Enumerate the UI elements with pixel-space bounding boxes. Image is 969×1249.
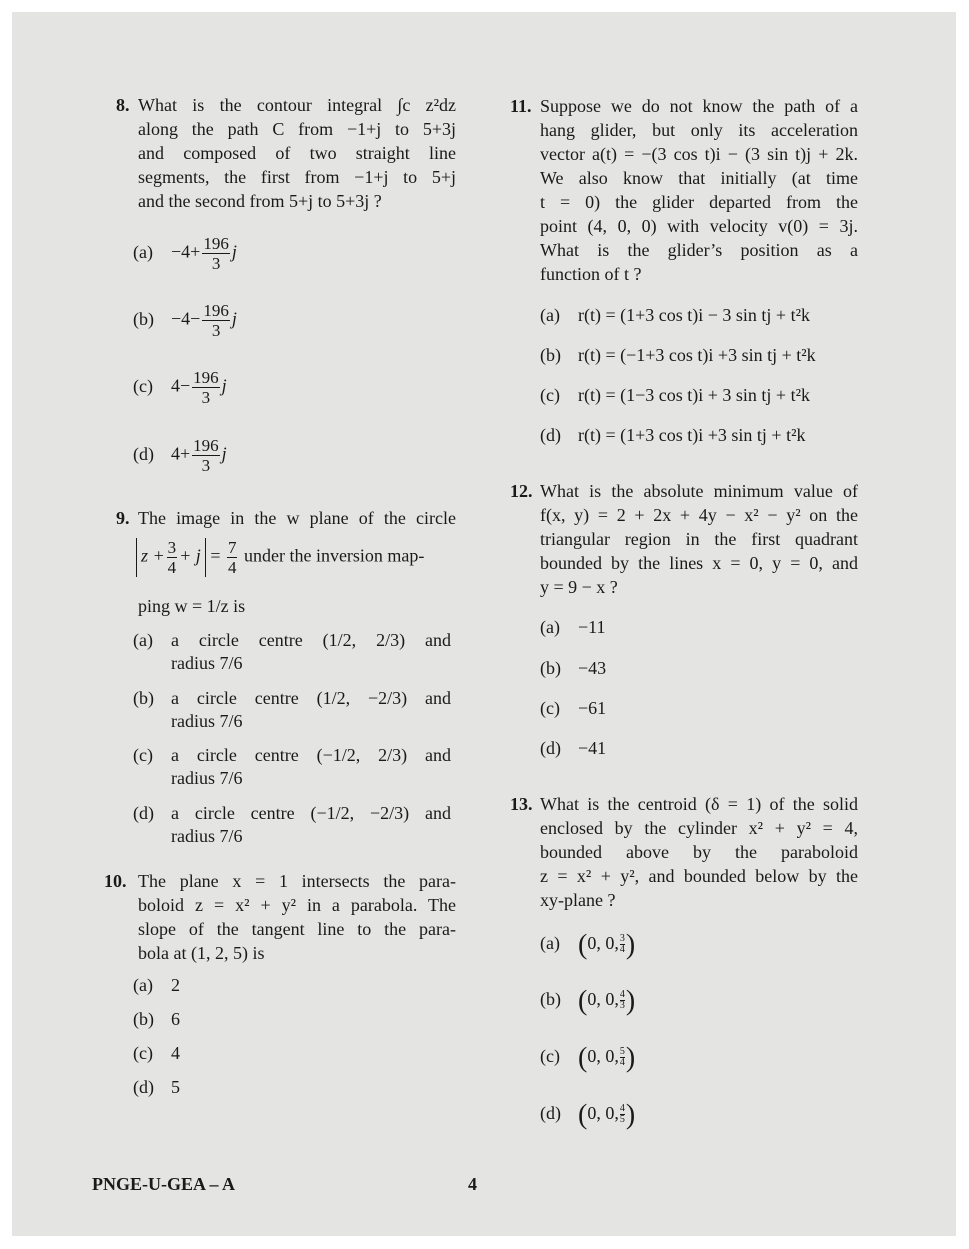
question-text: boloid z = x² + y² in a parabola. The xyxy=(138,895,456,915)
denominator: 4 xyxy=(227,558,237,577)
option-label: (c) xyxy=(133,375,153,396)
question-12 xyxy=(510,479,858,599)
option-label: (a) xyxy=(133,241,153,262)
question-text: enclosed by the cylinder x² + y² = 4, xyxy=(540,818,858,838)
option-11a xyxy=(540,304,810,327)
option-text: r(t) = (1+3 cos t)i +3 sin tj + t²k xyxy=(578,425,806,445)
option-text: 6 xyxy=(171,1009,180,1029)
question-number: 8. xyxy=(116,95,130,115)
option-text: 0, 0, xyxy=(587,933,619,953)
option-label: (a) xyxy=(133,975,153,995)
question-text: The image in the w plane of the circle xyxy=(138,508,456,528)
question-text: y = 9 − x ? xyxy=(540,577,618,597)
question-text: We also know that initially (at time xyxy=(540,168,858,188)
question-text: under the inversion map- xyxy=(243,545,425,566)
numerator: 3 xyxy=(619,933,625,945)
option-label: (b) xyxy=(133,688,154,708)
option-13c: (c) (0, 0, $\frac{5}{4}$) xyxy=(540,1042,636,1074)
denominator: 5 xyxy=(619,1114,625,1126)
option-label: (c) xyxy=(133,1043,153,1063)
page-number: 4 xyxy=(468,1174,477,1194)
option-text: a circle centre (−1/2, 2/3) and xyxy=(171,745,451,765)
option-8d xyxy=(133,436,227,475)
option-text: −4+ xyxy=(171,241,201,262)
denominator: 4 xyxy=(619,1057,625,1069)
option-text: −4− xyxy=(171,308,201,329)
option-label: (b) xyxy=(540,345,561,365)
option-text: −41 xyxy=(578,738,607,758)
option-label: (b) xyxy=(540,989,561,1009)
question-text: z = x² + y², and bounded below by the xyxy=(540,866,858,886)
option-text: a circle centre (1/2, −2/3) and xyxy=(171,688,451,708)
option-label: (b) xyxy=(540,658,561,678)
question-text: Suppose we do not know the path of a xyxy=(540,96,858,116)
math-text: + j xyxy=(179,545,201,566)
option-text: −43 xyxy=(578,658,607,678)
option-10d xyxy=(133,1076,180,1099)
option-text: 4− xyxy=(171,375,191,396)
question-number: 11. xyxy=(510,96,532,116)
question-text: The plane x = 1 intersects the para- xyxy=(138,871,456,891)
fraction xyxy=(620,990,625,1011)
option-text: j xyxy=(221,443,227,464)
denominator: 4 xyxy=(619,944,625,956)
option-label: (c) xyxy=(540,698,560,718)
question-text: bounded above by the paraboloid xyxy=(540,842,858,862)
numerator: 5 xyxy=(619,1046,625,1058)
option-text: j xyxy=(231,241,237,262)
question-text: hang glider, but only its acceleration xyxy=(540,120,858,140)
option-text: radius 7/6 xyxy=(171,653,243,673)
question-text: What is the contour integral ∫c z²dz xyxy=(138,95,456,115)
denominator: 3 xyxy=(619,1000,625,1012)
option-9d xyxy=(133,802,451,848)
option-label: (d) xyxy=(133,1077,154,1097)
option-12c xyxy=(540,697,606,720)
option-13d: (d) (0, 0, $\frac{4}{5}$) xyxy=(540,1099,636,1131)
question-number: 9. xyxy=(116,508,130,528)
question-text: What is the centroid (δ = 1) of the solid xyxy=(540,794,858,814)
option-text: radius 7/6 xyxy=(171,711,243,731)
exam-page xyxy=(12,12,956,1236)
option-9b xyxy=(133,687,451,733)
denominator: 3 xyxy=(211,321,221,340)
question-13 xyxy=(510,792,858,912)
fraction xyxy=(620,1104,625,1125)
question-text: function of t ? xyxy=(540,264,642,284)
question-text: and composed of two straight line xyxy=(138,143,456,163)
fraction xyxy=(202,301,230,340)
question-text: vector a(t) = −(3 cos t)i − (3 sin t)j + 2k. xyxy=(540,144,858,164)
question-9-expression xyxy=(136,538,424,577)
question-text: and the second from 5+j to 5+3j ? xyxy=(138,191,382,211)
option-8b xyxy=(133,301,237,340)
option-label: (c) xyxy=(540,385,560,405)
numerator: 4 xyxy=(619,989,625,1001)
option-label: (d) xyxy=(540,425,561,445)
option-13b: (b) (0, 0, $\frac{4}{3}$) xyxy=(540,985,636,1017)
option-12b xyxy=(540,657,606,680)
option-label: (d) xyxy=(133,803,154,823)
question-number: 13. xyxy=(510,794,533,814)
option-text: 0, 0, xyxy=(587,1046,619,1066)
option-text: 2 xyxy=(171,975,180,995)
option-label: (d) xyxy=(540,738,561,758)
fraction xyxy=(202,234,230,273)
denominator: 4 xyxy=(167,558,177,577)
option-text: −11 xyxy=(578,617,606,637)
option-9a xyxy=(133,629,451,675)
paper-code: PNGE-U-GEA – A xyxy=(92,1174,236,1194)
option-text: r(t) = (−1+3 cos t)i +3 sin tj + t²k xyxy=(578,345,816,365)
question-text: What is the absolute minimum value of xyxy=(540,481,858,501)
option-text: 0, 0, xyxy=(587,989,619,1009)
option-12a xyxy=(540,616,605,639)
option-11b xyxy=(540,344,816,367)
option-text: radius 7/6 xyxy=(171,826,243,846)
question-text: bounded by the lines x = 0, y = 0, and xyxy=(540,553,858,573)
fraction xyxy=(167,538,178,577)
question-8 xyxy=(116,93,456,213)
question-text: slope of the tangent line to the para- xyxy=(138,919,456,939)
numerator: 196 xyxy=(203,234,229,253)
option-text: j xyxy=(221,375,227,396)
option-label: (b) xyxy=(133,1009,154,1029)
option-text: 5 xyxy=(171,1077,180,1097)
fraction xyxy=(192,368,220,407)
numerator: 3 xyxy=(167,538,177,557)
question-text: f(x, y) = 2 + 2x + 4y − x² − y² on the xyxy=(540,505,858,525)
option-text: a circle centre (1/2, 2/3) and xyxy=(171,630,451,650)
denominator: 3 xyxy=(211,254,221,273)
question-text: along the path C from −1+j to 5+3j xyxy=(138,119,456,139)
denominator: 3 xyxy=(201,456,211,475)
fraction xyxy=(227,538,238,577)
option-9c xyxy=(133,744,451,790)
option-label: (b) xyxy=(133,308,154,329)
option-label: (c) xyxy=(540,1046,560,1066)
numerator: 4 xyxy=(619,1103,625,1115)
numerator: 196 xyxy=(193,368,219,387)
question-text: point (4, 0, 0) with velocity v(0) = 3j. xyxy=(540,216,858,236)
math-text: z + xyxy=(141,545,165,566)
option-label: (a) xyxy=(540,305,560,325)
question-text: triangular region in the first quadrant xyxy=(540,529,858,549)
fraction xyxy=(620,934,625,955)
option-text: a circle centre (−1/2, −2/3) and xyxy=(171,803,451,823)
option-label: (d) xyxy=(540,1103,561,1123)
option-text: 0, 0, xyxy=(587,1103,619,1123)
question-text: segments, the first from −1+j to 5+j xyxy=(138,167,456,187)
option-10b xyxy=(133,1008,180,1031)
option-10c xyxy=(133,1042,180,1065)
question-text: ping w = 1/z is xyxy=(138,596,246,616)
option-text: j xyxy=(231,308,237,329)
option-text: 4 xyxy=(171,1043,180,1063)
option-label: (c) xyxy=(133,745,153,765)
question-number: 10. xyxy=(104,871,127,891)
option-text: r(t) = (1−3 cos t)i + 3 sin tj + t²k xyxy=(578,385,810,405)
numerator: 196 xyxy=(203,301,229,320)
option-text: 4+ xyxy=(171,443,191,464)
denominator: 3 xyxy=(201,388,211,407)
question-10 xyxy=(104,869,456,965)
question-text: bola at (1, 2, 5) is xyxy=(138,943,265,963)
option-label: (a) xyxy=(540,933,560,953)
numerator: 196 xyxy=(193,436,219,455)
absolute-value xyxy=(136,538,206,577)
numerator: 7 xyxy=(227,538,237,557)
option-text: radius 7/6 xyxy=(171,768,243,788)
question-11 xyxy=(510,94,858,286)
option-8c xyxy=(133,368,227,407)
question-9 xyxy=(116,506,456,530)
option-label: (a) xyxy=(133,630,153,650)
question-text: t = 0) the glider departed from the xyxy=(540,192,858,212)
option-text: −61 xyxy=(578,698,607,718)
option-label: (d) xyxy=(133,443,154,464)
option-text: r(t) = (1+3 cos t)i − 3 sin tj + t²k xyxy=(578,305,810,325)
option-11c xyxy=(540,384,810,407)
fraction xyxy=(620,1047,625,1068)
option-10a xyxy=(133,974,180,997)
option-label: (a) xyxy=(540,617,560,637)
option-13a: (a) (0, 0, $\frac{3}{4}$) xyxy=(540,929,636,961)
option-11d xyxy=(540,424,805,447)
question-text: What is the glider’s position as a xyxy=(540,240,858,260)
question-text: xy-plane ? xyxy=(540,890,616,910)
option-12d xyxy=(540,737,606,760)
math-text: = xyxy=(210,545,221,566)
fraction xyxy=(192,436,220,475)
option-8a xyxy=(133,234,237,273)
question-number: 12. xyxy=(510,481,533,501)
